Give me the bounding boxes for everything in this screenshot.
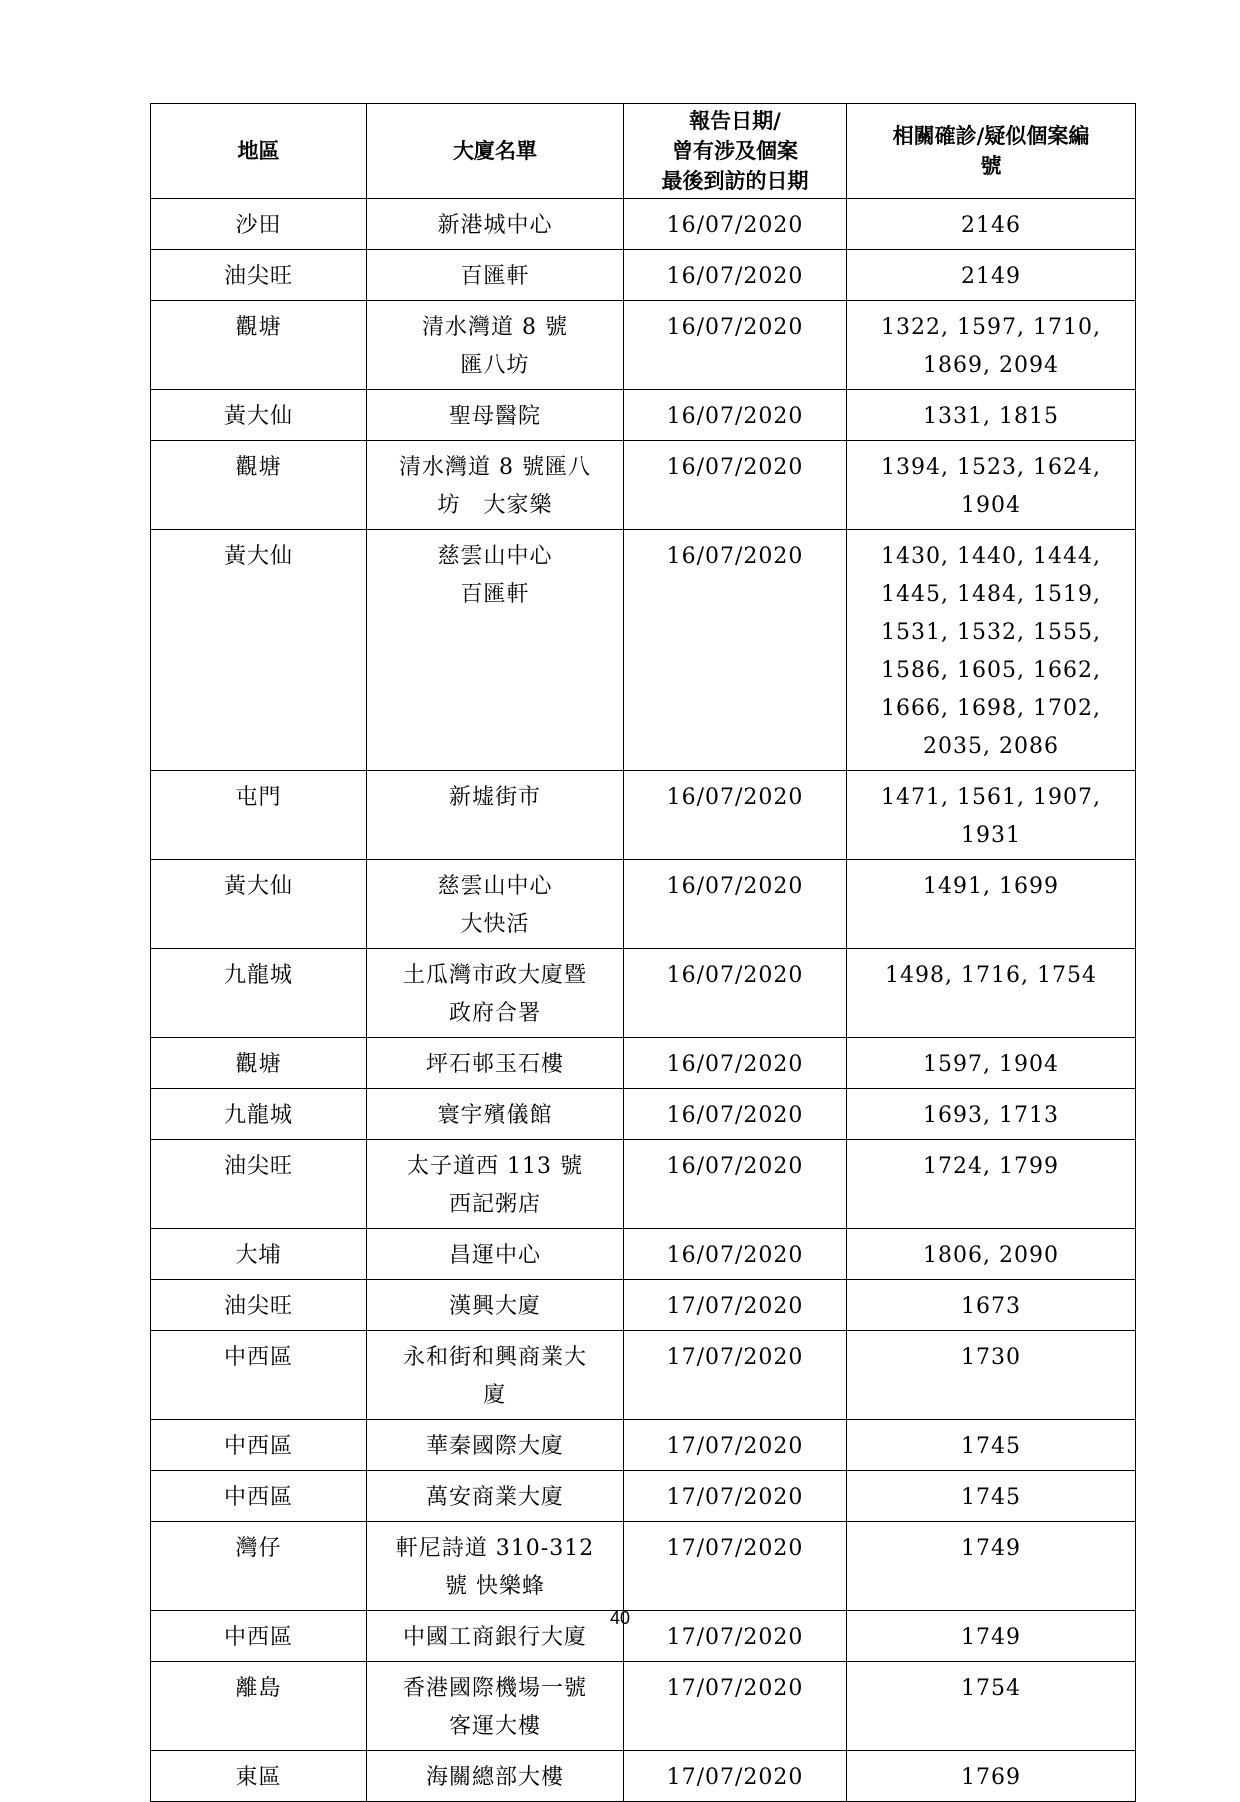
table-row [151,1662,1136,1751]
building-cell [367,199,624,250]
building-cell [367,1751,624,1802]
building-cell [367,1089,624,1140]
building-line: 坊 大家樂 [437,493,553,518]
date-cell: 17/07/2020 [624,1471,847,1522]
header-line: 曾有涉及個案 [672,138,798,163]
date-cell: 16/07/2020 [624,250,847,301]
building-line: 匯八坊 [460,353,530,378]
district-cell: 觀塘 [151,1038,367,1089]
case-numbers-line: 1471, 1561, 1907, [881,785,1101,810]
case-numbers-cell [847,250,1136,301]
header-line: 大廈名單 [453,138,537,163]
table-row [151,199,1136,250]
table-header-row [151,104,1136,199]
case-numbers-line: 1806, 2090 [923,1243,1059,1268]
page-number: 40 [609,1608,631,1628]
case-numbers-line: 2149 [961,264,1021,289]
table-row [151,1038,1136,1089]
case-numbers-line: 1904 [961,493,1021,518]
building-header [367,104,624,199]
case-numbers-cell [847,1140,1136,1229]
building-line: 中國工商銀行大廈 [402,1625,587,1650]
table-body [151,199,1136,1802]
building-line: 寰宇殯儀館 [437,1103,553,1128]
case-numbers-line: 1586, 1605, 1662, [881,658,1101,683]
building-line: 漢興大廈 [448,1294,541,1319]
building-line: 西記粥店 [448,1192,541,1217]
case-numbers-line: 2146 [961,213,1021,238]
case-numbers-line: 1745 [961,1434,1021,1459]
district-cell: 九龍城 [151,1089,367,1140]
building-cell [367,1522,624,1611]
case-numbers-line: 1498, 1716, 1754 [885,963,1097,988]
table-row [151,1522,1136,1611]
building-cell [367,1280,624,1331]
date-cell: 16/07/2020 [624,1038,847,1089]
district-cell: 中西區 [151,1471,367,1522]
case-numbers-cell [847,530,1136,771]
building-line: 新港城中心 [437,213,553,238]
building-cell [367,771,624,860]
case-numbers-line: 1491, 1699 [923,874,1059,899]
table-row [151,301,1136,390]
case-numbers-cell [847,1038,1136,1089]
case-numbers-cell [847,301,1136,390]
district-cell: 灣仔 [151,1522,367,1611]
district-cell: 油尖旺 [151,1280,367,1331]
case-numbers-cell [847,1751,1136,1802]
case-numbers-line: 1394, 1523, 1624, [881,455,1101,480]
building-line: 土瓜灣市政大廈暨 [402,963,587,988]
building-cell [367,1038,624,1089]
building-line: 廈 [483,1383,507,1408]
district-cell: 觀塘 [151,441,367,530]
table-row [151,771,1136,860]
building-line: 政府合署 [448,1001,541,1026]
date-cell: 16/07/2020 [624,949,847,1038]
building-line: 坪石邨玉石樓 [425,1052,564,1077]
case-numbers-cell [847,771,1136,860]
case-numbers-line: 1730 [961,1345,1021,1370]
date-cell: 16/07/2020 [624,860,847,949]
building-cell [367,301,624,390]
case-numbers-cell [847,860,1136,949]
building-line: 百匯軒 [460,582,530,607]
district-cell: 中西區 [151,1611,367,1662]
building-cell [367,860,624,949]
case-numbers-line: 1869, 2094 [923,353,1059,378]
date-cell: 16/07/2020 [624,1140,847,1229]
case-numbers-cell [847,1471,1136,1522]
building-line: 海關總部大樓 [425,1765,564,1790]
case-numbers-line: 1769 [961,1765,1021,1790]
building-line: 軒尼詩道 310-312 [395,1536,595,1561]
case-numbers-cell [847,199,1136,250]
district-cell: 大埔 [151,1229,367,1280]
header-line: 號 [980,153,1002,178]
header-line: 地區 [237,138,280,163]
building-line: 清水灣道 8 號匯八 [399,455,591,480]
case-numbers-cell [847,1089,1136,1140]
case-numbers-line: 2035, 2086 [923,734,1059,759]
table-row [151,1751,1136,1802]
date-cell: 17/07/2020 [624,1522,847,1611]
date-cell: 17/07/2020 [624,1331,847,1420]
building-line: 香港國際機場一號 [402,1676,587,1701]
table-row [151,250,1136,301]
header-line: 最後到訪的日期 [661,168,809,193]
building-line: 萬安商業大廈 [425,1485,564,1510]
date-cell: 16/07/2020 [624,441,847,530]
building-line: 永和街和興商業大 [402,1345,587,1370]
case-numbers-cell [847,1331,1136,1420]
case-numbers-header [847,104,1136,199]
date-cell: 17/07/2020 [624,1611,847,1662]
case-numbers-cell [847,390,1136,441]
building-line: 聖母醫院 [448,404,541,429]
case-numbers-line: 1749 [961,1536,1021,1561]
table-row [151,1229,1136,1280]
building-line: 清水灣道 8 號 [422,315,568,340]
case-numbers-line: 1666, 1698, 1702, [881,696,1101,721]
case-numbers-line: 1754 [961,1676,1021,1701]
date-cell: 16/07/2020 [624,530,847,771]
case-numbers-line: 1331, 1815 [923,404,1059,429]
building-line: 客運大樓 [448,1714,541,1739]
building-cell [367,441,624,530]
building-line: 大快活 [460,912,530,937]
building-line: 昌運中心 [448,1243,541,1268]
table-row [151,1280,1136,1331]
building-line: 華秦國際大廈 [425,1434,564,1459]
table-row [151,1331,1136,1420]
case-numbers-cell [847,1522,1136,1611]
report-date-header [624,104,847,199]
building-cell [367,1420,624,1471]
district-cell: 黃大仙 [151,860,367,949]
table-row [151,1471,1136,1522]
table-row [151,1420,1136,1471]
building-line: 號 快樂蜂 [445,1574,545,1599]
case-numbers-line: 1673 [961,1294,1021,1319]
case-numbers-line: 1749 [961,1625,1021,1650]
case-numbers-cell [847,1229,1136,1280]
case-numbers-line: 1597, 1904 [923,1052,1059,1077]
date-cell: 16/07/2020 [624,1229,847,1280]
district-cell: 黃大仙 [151,390,367,441]
building-cell [367,1140,624,1229]
district-cell: 離島 [151,1662,367,1751]
case-numbers-line: 1745 [961,1485,1021,1510]
district-cell: 觀塘 [151,301,367,390]
case-numbers-line: 1931 [961,823,1021,848]
date-cell: 16/07/2020 [624,771,847,860]
case-numbers-cell [847,1662,1136,1751]
table-row [151,1089,1136,1140]
building-cell [367,530,624,771]
case-numbers-cell [847,1280,1136,1331]
date-cell: 17/07/2020 [624,1751,847,1802]
building-cell [367,1229,624,1280]
district-cell: 東區 [151,1751,367,1802]
district-cell: 沙田 [151,199,367,250]
district-cell: 油尖旺 [151,1140,367,1229]
header-line: 相關確診/疑似個案編 [892,123,1090,148]
district-cell: 油尖旺 [151,250,367,301]
case-numbers-line: 1430, 1440, 1444, [881,544,1101,569]
date-cell: 17/07/2020 [624,1280,847,1331]
building-line: 太子道西 113 號 [407,1154,583,1179]
table-row [151,530,1136,771]
case-numbers-line: 1724, 1799 [923,1154,1059,1179]
case-numbers-line: 1445, 1484, 1519, [881,582,1101,607]
building-cell [367,1662,624,1751]
case-numbers-cell [847,441,1136,530]
date-cell: 16/07/2020 [624,301,847,390]
building-cell [367,949,624,1038]
date-cell: 16/07/2020 [624,1089,847,1140]
building-list-sheet [150,103,1101,1802]
building-line: 百匯軒 [460,264,530,289]
date-cell: 16/07/2020 [624,199,847,250]
district-cell: 黃大仙 [151,530,367,771]
district-cell: 屯門 [151,771,367,860]
case-numbers-line: 1693, 1713 [923,1103,1059,1128]
building-line: 慈雲山中心 [437,544,553,569]
building-list-table [150,103,1136,1802]
header-line: 報告日期/ [689,108,781,133]
district-header [151,104,367,199]
building-cell [367,250,624,301]
building-cell [367,1471,624,1522]
table-row [151,1140,1136,1229]
district-cell: 中西區 [151,1331,367,1420]
building-line: 慈雲山中心 [437,874,553,899]
table-row [151,860,1136,949]
building-cell [367,1331,624,1420]
building-cell [367,390,624,441]
case-numbers-line: 1531, 1532, 1555, [881,620,1101,645]
case-numbers-cell [847,949,1136,1038]
date-cell: 17/07/2020 [624,1420,847,1471]
table-row [151,390,1136,441]
case-numbers-line: 1322, 1597, 1710, [881,315,1101,340]
table-row [151,949,1136,1038]
case-numbers-cell [847,1420,1136,1471]
district-cell: 九龍城 [151,949,367,1038]
building-line: 新墟街市 [448,785,541,810]
district-cell: 中西區 [151,1420,367,1471]
date-cell: 16/07/2020 [624,390,847,441]
table-row [151,441,1136,530]
date-cell: 17/07/2020 [624,1662,847,1751]
